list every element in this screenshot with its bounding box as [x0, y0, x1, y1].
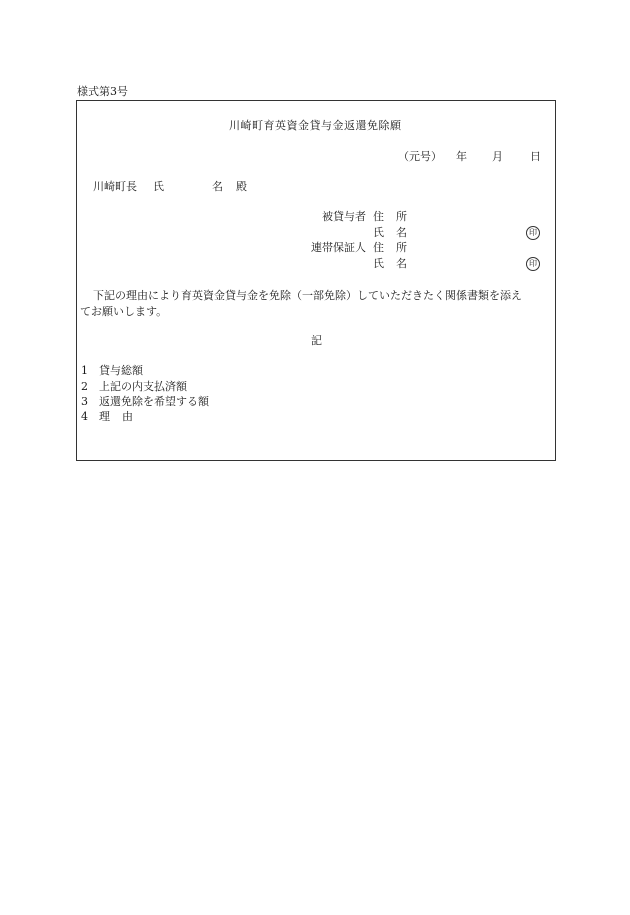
guarantor-name-label-2: 名 [396, 257, 407, 270]
date-month: 月 [492, 150, 503, 163]
item-label: 理由 [99, 410, 145, 423]
borrower-label: 被貸与者 [322, 210, 366, 223]
date-year: 年 [456, 150, 467, 163]
body-text-line-1: 下記の理由により育英資金貸与金を免除（一部免除）していただきたく関係書類を添え [93, 289, 522, 302]
item-label: 貸与総額 [99, 364, 143, 377]
guarantor-label: 連帯保証人 [311, 241, 366, 254]
borrower-name-label-1: 氏 [373, 226, 384, 239]
addressee-mei: 名 [212, 180, 223, 193]
borrower-name-label-2: 名 [396, 226, 407, 239]
borrower-address-label-2: 所 [396, 210, 407, 223]
guarantor-name-label-1: 氏 [373, 257, 384, 270]
borrower-address-label-1: 住 [373, 210, 384, 223]
document-title: 川崎町育英資金貸与金返還免除願 [229, 119, 402, 132]
addressee-mayor: 川崎町長 [93, 180, 137, 193]
addressee-shi: 氏 [153, 180, 164, 193]
item-number: 3 [81, 395, 88, 408]
addressee-dono: 殿 [236, 180, 247, 193]
ki-heading: 記 [311, 334, 322, 347]
guarantor-address-label-1: 住 [373, 241, 384, 254]
guarantor-address-label-2: 所 [396, 241, 407, 254]
borrower-seal-icon: 印 [526, 226, 540, 240]
item-label: 上記の内支払済額 [99, 380, 187, 393]
date-day: 日 [530, 150, 541, 163]
date-era: （元号） [398, 150, 442, 163]
item-number: 1 [81, 364, 88, 377]
item-label: 返還免除を希望する額 [99, 395, 209, 408]
item-number: 4 [81, 410, 88, 423]
body-text-line-2: てお願いします。 [80, 305, 168, 318]
form-number: 様式第3号 [77, 85, 128, 98]
guarantor-seal-icon: 印 [526, 257, 540, 271]
item-number: 2 [81, 380, 88, 393]
